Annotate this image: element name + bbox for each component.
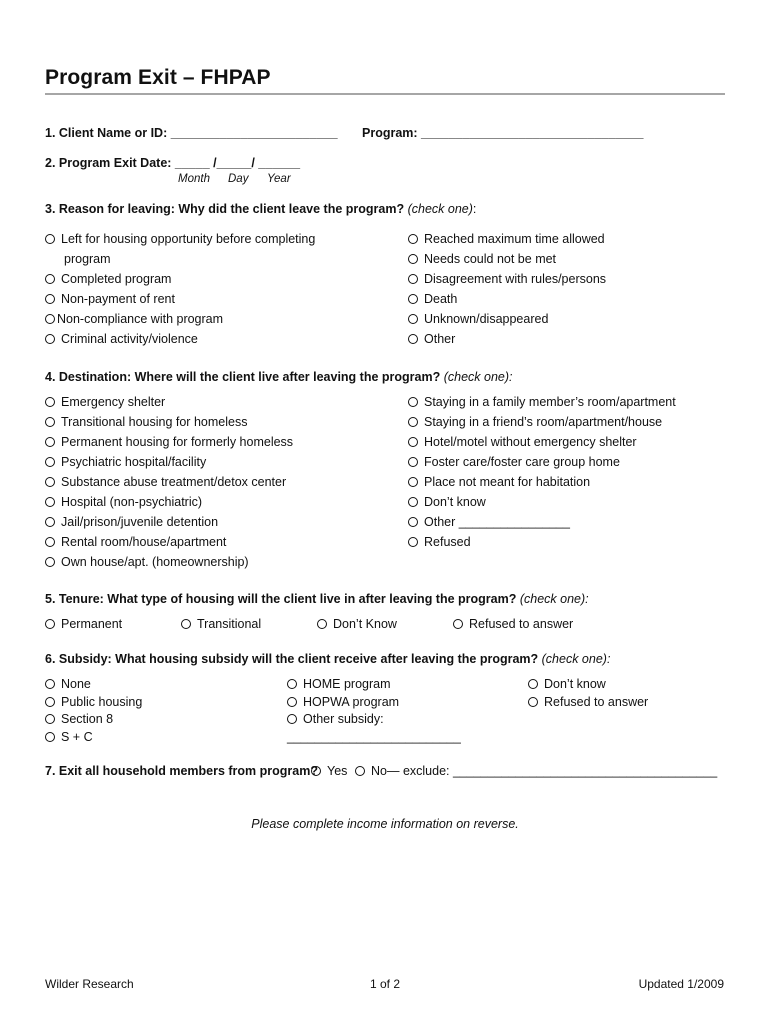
radio-circle-icon xyxy=(408,397,418,407)
radio-circle-icon xyxy=(45,274,55,284)
radio-circle-icon xyxy=(528,697,538,707)
radio-circle-icon xyxy=(45,334,55,344)
q3-heading xyxy=(45,202,476,216)
q4-label: 4. Destination: Where will the client live after leaving the program? xyxy=(45,370,444,384)
reason-option[interactable]: Unknown/disappeared xyxy=(408,312,548,326)
radio-circle-icon xyxy=(408,457,418,467)
radio-circle-icon xyxy=(45,619,55,629)
destination-option[interactable]: Staying in a family member’s room/apartment xyxy=(408,395,676,409)
destination-option[interactable]: Permanent housing for formerly homeless xyxy=(45,435,293,449)
other-subsidy-line: _________________________ xyxy=(287,730,461,744)
q3-hint: (check one) xyxy=(407,202,473,216)
radio-circle-icon xyxy=(408,437,418,447)
radio-circle-icon xyxy=(287,679,297,689)
radio-circle-icon xyxy=(408,517,418,527)
reason-option-continuation: program xyxy=(64,252,111,266)
program-label: Program: ________________________________ xyxy=(362,126,644,140)
year-caption: Year xyxy=(267,173,291,185)
subsidy-option[interactable]: None xyxy=(45,677,91,691)
reason-option[interactable]: Disagreement with rules/persons xyxy=(408,272,606,286)
reason-option[interactable]: Reached maximum time allowed xyxy=(408,232,605,246)
radio-circle-icon xyxy=(408,497,418,507)
reason-option[interactable]: Completed program xyxy=(45,272,171,286)
q5-hint: (check one): xyxy=(519,592,589,606)
radio-circle-icon xyxy=(45,557,55,567)
exit-all-no-option[interactable]: No— exclude: ______________________________________ xyxy=(355,764,717,778)
radio-circle-icon xyxy=(45,477,55,487)
destination-option[interactable]: Foster care/foster care group home xyxy=(408,455,620,469)
destination-option[interactable]: Own house/apt. (homeownership) xyxy=(45,555,249,569)
radio-circle-icon xyxy=(45,517,55,527)
radio-circle-icon xyxy=(45,314,55,324)
destination-option[interactable]: Emergency shelter xyxy=(45,395,165,409)
q5-label: 5. Tenure: What type of housing will the client live in after leaving the program? xyxy=(45,592,520,606)
radio-circle-icon xyxy=(528,679,538,689)
subsidy-option[interactable]: HOPWA program xyxy=(287,695,399,709)
exit-date-label: 2. Program Exit Date: _____ /_____/ ______ xyxy=(45,156,301,170)
subsidy-option[interactable]: HOME program xyxy=(287,677,391,691)
radio-circle-icon xyxy=(408,274,418,284)
radio-circle-icon xyxy=(287,697,297,707)
subsidy-option[interactable]: Other subsidy: xyxy=(287,712,384,726)
radio-circle-icon xyxy=(408,294,418,304)
destination-option[interactable]: Jail/prison/juvenile detention xyxy=(45,515,218,529)
radio-circle-icon xyxy=(287,714,297,724)
reason-option[interactable]: Non-compliance with program xyxy=(45,312,223,326)
radio-circle-icon xyxy=(408,537,418,547)
radio-circle-icon xyxy=(45,697,55,707)
radio-circle-icon xyxy=(181,619,191,629)
subsidy-option[interactable]: S + C xyxy=(45,730,93,744)
reason-option[interactable]: Needs could not be met xyxy=(408,252,556,266)
radio-circle-icon xyxy=(45,457,55,467)
footer-org: Wilder Research xyxy=(45,977,134,991)
q4-heading xyxy=(45,370,512,384)
radio-circle-icon xyxy=(408,334,418,344)
day-caption: Day xyxy=(228,173,249,185)
q3-suffix: : xyxy=(472,202,477,216)
radio-circle-icon xyxy=(408,477,418,487)
radio-circle-icon xyxy=(45,537,55,547)
destination-option[interactable]: Hotel/motel without emergency shelter xyxy=(408,435,637,449)
tenure-option[interactable]: Permanent xyxy=(45,617,122,631)
radio-circle-icon xyxy=(355,766,365,776)
destination-option[interactable]: Hospital (non-psychiatric) xyxy=(45,495,202,509)
q6-heading xyxy=(45,652,610,666)
client-name-label: 1. Client Name or ID: ________________________ xyxy=(45,126,338,140)
destination-option[interactable]: Place not meant for habitation xyxy=(408,475,590,489)
radio-circle-icon xyxy=(408,417,418,427)
footer-page-number: 1 of 2 xyxy=(370,977,401,991)
tenure-option[interactable]: Refused to answer xyxy=(453,617,573,631)
radio-circle-icon xyxy=(408,254,418,264)
destination-option[interactable]: Psychiatric hospital/facility xyxy=(45,455,206,469)
reason-option[interactable]: Death xyxy=(408,292,457,306)
radio-circle-icon xyxy=(311,766,321,776)
q5-heading xyxy=(45,592,589,606)
radio-circle-icon xyxy=(408,234,418,244)
title-divider xyxy=(45,93,725,95)
q6-hint: (check one): xyxy=(541,652,611,666)
exit-all-yes-option[interactable]: Yes xyxy=(311,764,347,778)
destination-option[interactable]: Staying in a friend’s room/apartment/house xyxy=(408,415,662,429)
subsidy-option[interactable]: Public housing xyxy=(45,695,142,709)
radio-circle-icon xyxy=(45,732,55,742)
radio-circle-icon xyxy=(45,497,55,507)
reason-option[interactable]: Left for housing opportunity before completing xyxy=(45,232,315,246)
reason-option[interactable]: Other xyxy=(408,332,455,346)
radio-circle-icon xyxy=(408,314,418,324)
destination-option[interactable]: Substance abuse treatment/detox center xyxy=(45,475,286,489)
destination-option[interactable]: Other ________________ xyxy=(408,515,570,529)
reason-option[interactable]: Criminal activity/violence xyxy=(45,332,198,346)
radio-circle-icon xyxy=(453,619,463,629)
radio-circle-icon xyxy=(45,679,55,689)
destination-option[interactable]: Rental room/house/apartment xyxy=(45,535,226,549)
reverse-note: Please complete income information on reverse. xyxy=(251,817,519,831)
subsidy-option[interactable]: Don’t know xyxy=(528,677,606,691)
subsidy-option[interactable]: Section 8 xyxy=(45,712,113,726)
q6-label: 6. Subsidy: What housing subsidy will the client receive after leaving the program? xyxy=(45,652,542,666)
month-caption: Month xyxy=(178,173,210,185)
radio-circle-icon xyxy=(45,714,55,724)
footer-updated: Updated 1/2009 xyxy=(638,977,724,991)
subsidy-option[interactable]: Refused to answer xyxy=(528,695,648,709)
destination-option[interactable]: Refused xyxy=(408,535,471,549)
radio-circle-icon xyxy=(45,397,55,407)
radio-circle-icon xyxy=(45,234,55,244)
q4-hint: (check one): xyxy=(443,370,513,384)
tenure-option[interactable]: Transitional xyxy=(181,617,261,631)
destination-option[interactable]: Don’t know xyxy=(408,495,486,509)
tenure-option[interactable]: Don’t Know xyxy=(317,617,397,631)
q7-label: 7. Exit all household members from program? xyxy=(45,764,318,778)
radio-circle-icon xyxy=(317,619,327,629)
reason-option[interactable]: Non-payment of rent xyxy=(45,292,175,306)
radio-circle-icon xyxy=(45,294,55,304)
q3-label: 3. Reason for leaving: Why did the client leave the program? xyxy=(45,202,408,216)
radio-circle-icon xyxy=(45,417,55,427)
destination-option[interactable]: Transitional housing for homeless xyxy=(45,415,247,429)
page-title: Program Exit – FHPAP xyxy=(45,66,271,89)
radio-circle-icon xyxy=(45,437,55,447)
